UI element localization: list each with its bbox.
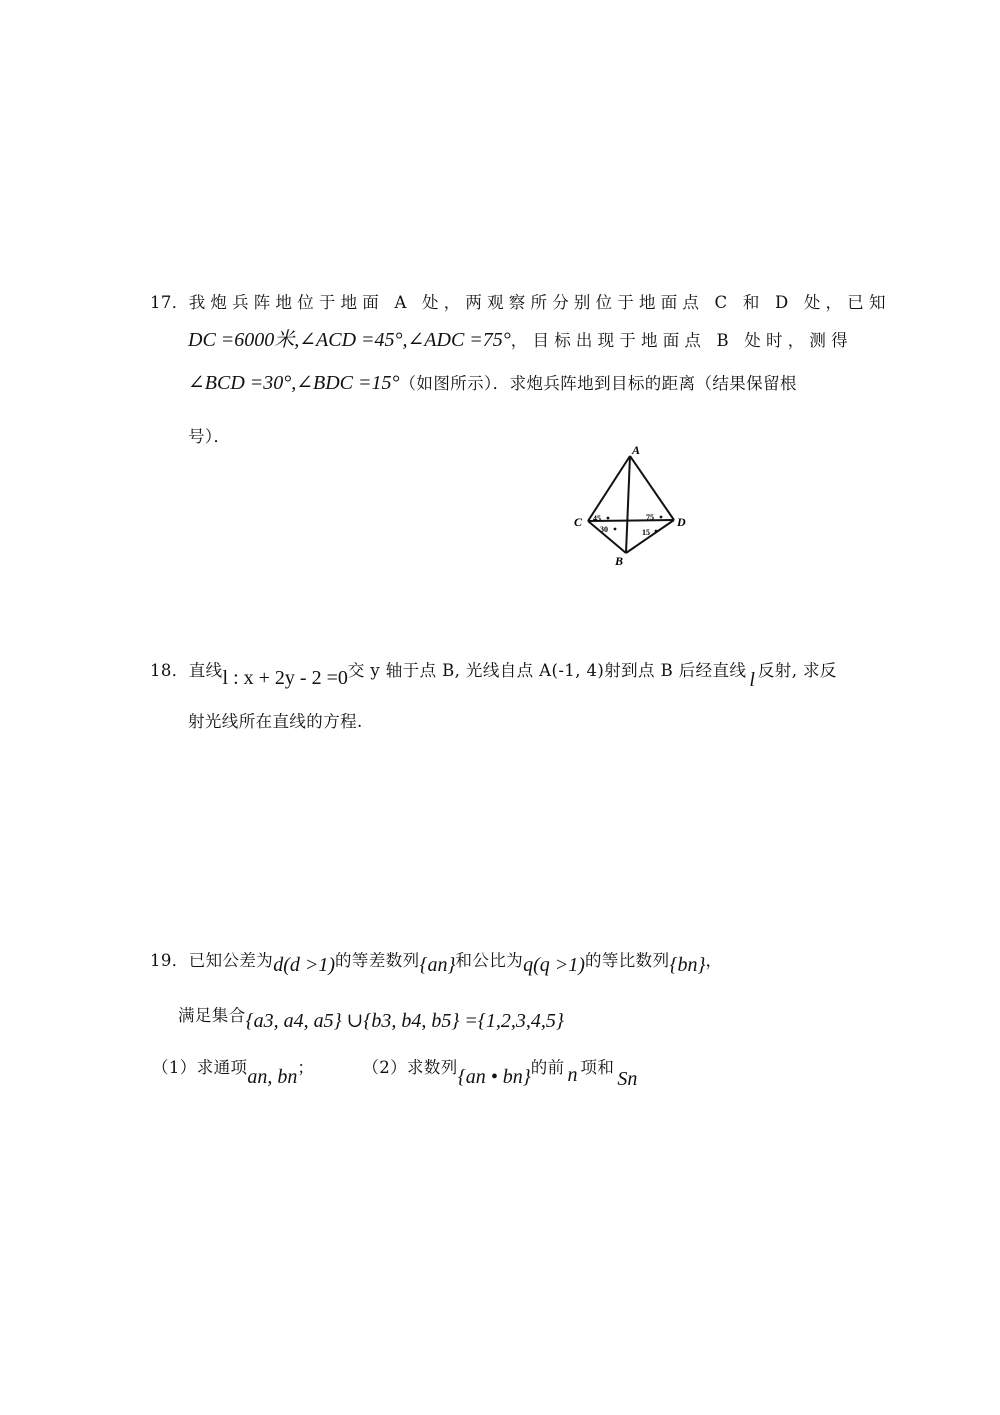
q19-text-line2: 满足集合: [178, 1006, 246, 1025]
angle-75: 75: [646, 513, 654, 522]
q19-part2-S: Sn: [617, 1068, 638, 1090]
q18-line-l: l: [749, 669, 755, 691]
q17-line2: [188, 323, 853, 352]
q19-d-condition: d(d >1): [273, 954, 336, 976]
q17-triangle-figure: [560, 440, 700, 570]
q18-line2: [188, 708, 363, 732]
angle-15: 15: [642, 528, 650, 537]
q19-line2: [178, 1002, 564, 1032]
q18-number: 18．: [150, 661, 189, 680]
q19-part2-mid2: 项和: [580, 1058, 615, 1077]
q17-line4: [188, 423, 230, 447]
q19-part1-label: （1）求通项: [152, 1058, 248, 1077]
dot-30: [614, 528, 617, 531]
label-C: C: [574, 515, 583, 529]
q19-part2-label: （2）求数列: [362, 1058, 458, 1077]
angle-30: 30: [600, 525, 608, 534]
q19-line1: [150, 947, 723, 976]
q19-part2-n: n: [567, 1064, 578, 1086]
label-B: B: [615, 554, 624, 568]
q19-text-e: ，: [705, 951, 723, 970]
q17-given-math: DC =6000米,∠ACD =45°,∠ADC =75°: [188, 329, 511, 351]
dot-15: [655, 530, 658, 533]
q19-number: 19．: [150, 951, 189, 970]
q17-number: 17．: [150, 293, 189, 312]
q19-an-sequence: {an}: [419, 954, 456, 976]
q19-bn-sequence: {bn}: [669, 954, 706, 976]
label-D: D: [677, 515, 686, 529]
q18-text-a: 直线: [188, 661, 223, 680]
segment-AB: [626, 456, 630, 553]
q17-line1: [150, 289, 891, 313]
q17-text-line4: 号）．: [188, 427, 231, 446]
q19-part1-end: ；: [297, 1058, 315, 1077]
dot-45: [607, 517, 610, 520]
q19-text-a: 已知公差为: [188, 951, 274, 970]
q18-text-c: 反射, 求反: [757, 661, 837, 680]
q18-line1: [150, 657, 837, 691]
q19-q-condition: q(q >1): [523, 954, 585, 976]
angle-45: 45: [593, 514, 601, 523]
q17-text-line1: 我炮兵阵地位于地面 A 处，两观察所分别位于地面点 C 和 D 处，已知: [188, 293, 891, 312]
q19-set-equation: {a3, a4, a5} ∪{b3, b4, b5} ={1,2,3,4,5}: [245, 1010, 564, 1032]
q18-text-b: 交 y 轴于点 B, 光线自点 A(-1, 4)射到点 B 后经直线: [347, 661, 747, 680]
segment-BD: [626, 520, 674, 553]
q17-line3: [188, 370, 797, 395]
q19-parts: [152, 1054, 638, 1090]
q19-part2-math: {an • bn}: [457, 1066, 531, 1088]
q19-text-b: 的等差数列: [335, 951, 420, 970]
q19-text-d: 的等比数列: [584, 951, 670, 970]
q17-angles-math: ∠BCD =30°,∠BDC =15°: [188, 372, 400, 394]
q17-text-line2: ，目标出现于地面点 B 处时，测得: [510, 331, 853, 350]
q18-line-equation: l : x + 2y - 2 =0: [222, 667, 348, 689]
segment-AD: [630, 456, 674, 520]
dot-75: [660, 516, 663, 519]
q19-text-c: 和公比为: [455, 951, 524, 970]
q17-text-line3: （如图所示）．求炮兵阵地到目标的距离（结果保留根: [399, 374, 797, 393]
q19-part1-math: an, bn: [247, 1066, 298, 1088]
segment-CA: [588, 456, 630, 521]
q18-text-line2: 射光线所在直线的方程.: [188, 712, 363, 731]
q19-part2-mid: 的前: [530, 1058, 565, 1077]
label-A: A: [632, 443, 641, 457]
